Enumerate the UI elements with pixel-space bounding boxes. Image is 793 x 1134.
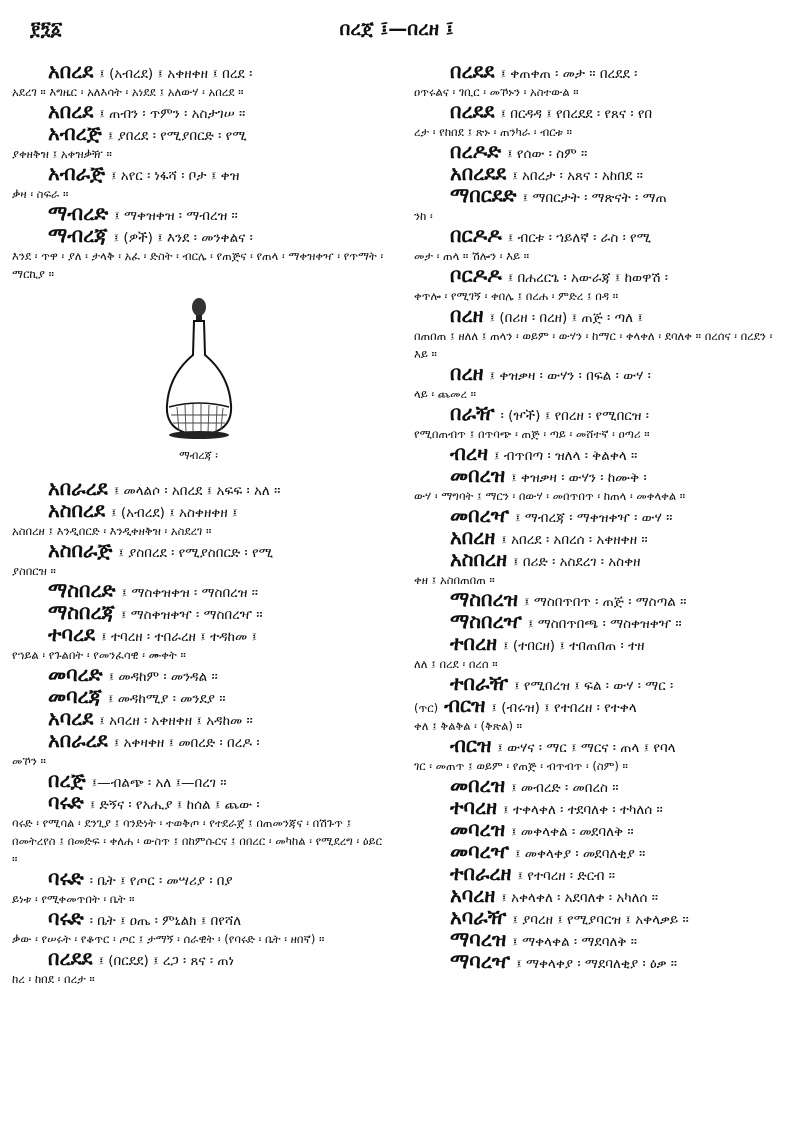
- entry-headline: [12, 662, 385, 686]
- definition: መታ ፡ ጠላ ። ሽሎን ፡ እይ ።: [414, 249, 530, 263]
- headword: ባሩድ: [48, 906, 84, 930]
- entry-headline: [12, 684, 385, 708]
- headline-text: ፤ ቀጠቀጠ ፡ መታ ። በረደደ ፡: [500, 66, 638, 82]
- headline-text: ፤ በርዳዳ ፤ የበረደደ ፡ የጸና ፡ የበ: [500, 106, 653, 122]
- definition: ላይ ፡ ጨመረ ።: [414, 387, 476, 401]
- headword: አበረደደ: [450, 161, 507, 185]
- entry-headline: [414, 883, 787, 907]
- headline-text: ፤ ማስበጥበጥ ፡ ጠጅ ፡ ማስጣል ።: [524, 594, 687, 610]
- headword: ማስበረዝ: [450, 587, 519, 611]
- headline-text: ፤ መብረድ ፡ መበረስ ።: [511, 780, 619, 796]
- definition: ረታ ፡ የከበደ ፤ ጽኑ ፡ ጠንካራ ፡ ብርቱ ።: [414, 125, 572, 139]
- dictionary-entry: [12, 223, 385, 283]
- entry-headline: [414, 223, 787, 247]
- dictionary-entry: [12, 684, 385, 708]
- entry-headline: [414, 733, 787, 757]
- entry-headline: [414, 503, 787, 527]
- entry-headline: [414, 547, 787, 571]
- headword: ማበርደድ: [450, 183, 517, 207]
- dictionary-entry: [12, 600, 385, 624]
- entry-headline: [12, 622, 385, 646]
- entry-headline: [12, 201, 385, 225]
- dictionary-entry: [414, 441, 787, 465]
- headline-text: ፤ በሐረርጌ ፡ አውራጃ ፤ ከወዋሽ ፡: [507, 270, 668, 286]
- headline-text: ፤ መቀላቀል ፡ መደባለቅ ።: [511, 824, 634, 840]
- entry-note: (ጥር): [414, 701, 439, 715]
- entry-headline: [414, 671, 787, 695]
- headword: በረደደ: [48, 946, 93, 970]
- headword: በረዘ: [450, 303, 484, 327]
- headline-text: ፤ ብጥበጣ ፡ ዝለላ ፡ ቅልቀላ ።: [493, 448, 638, 464]
- definition: እንደ ፡ ጥዋ ፡ ያለ ፡ ታላቅ ፡ አፈ ፡ ድስት ፡ ብርሌ ፡ የጠጅና ፡ የጠላ ፡ ማቀዝቀዣ ፡ የጥማት ፡ ማርኪያ ።: [12, 249, 384, 281]
- headword: ብረዛ: [450, 441, 488, 465]
- definition: የሚበጠብጥ ፤ በጥባጭ ፡ ጠጅ ፡ ጣይ ፡ መሸተኛ ፡ ዐጣሪ ።: [414, 427, 650, 441]
- headline-text: ፤ ተባረዘ ፡ ተበራረዘ ፤ ተዳከመ ፤: [101, 629, 258, 645]
- dictionary-entry: [12, 866, 385, 908]
- definition: ገር ፡ መጠጥ ፤ ወይም ፡ የጠጅ ፡ ብጥብጥ ፡ (ስም) ።: [414, 759, 628, 773]
- headline-text: ፡ ቤት ፤ ዐጤ ፡ ምኒልክ ፤ በየሻለ: [89, 913, 242, 929]
- headword: መባረጃ: [48, 684, 102, 708]
- entry-headline: [414, 303, 787, 327]
- dictionary-entry: [12, 99, 385, 123]
- entry-headline: [414, 795, 787, 819]
- headword: በረደደ: [450, 62, 495, 83]
- entry-headline: [12, 768, 385, 792]
- headline-text: ፤ መዳከም ፡ መንዳል ።: [108, 669, 218, 685]
- dictionary-entry: [414, 733, 787, 775]
- headline-text: ፤ ጠብን ፡ ጥምን ፡ አስታገሠ ።: [99, 106, 246, 122]
- headword: ተባረዘ: [450, 795, 498, 819]
- dictionary-entry: [12, 768, 385, 792]
- dictionary-entry: [414, 693, 787, 735]
- dictionary-entry: [414, 861, 787, 885]
- dictionary-entry: [12, 790, 385, 868]
- dictionary-entry: [12, 728, 385, 770]
- headword: አስበራጅ: [48, 538, 113, 562]
- headword: ብርዝ: [450, 733, 492, 757]
- entry-headline: [12, 706, 385, 730]
- dictionary-entry: [414, 361, 787, 403]
- headword: አበረደ: [48, 99, 94, 123]
- headword: ብርዝ: [444, 693, 486, 717]
- headword: ተበረዘ: [450, 631, 498, 655]
- headline-text: ፤ ማቀዝቀዝ ፡ ማብረዝ ።: [114, 208, 238, 224]
- entry-headline: [414, 401, 787, 425]
- headline-text: ፤ (በርደደ) ፤ ረጋ ፡ ጸና ፡ ጠነ: [98, 953, 234, 969]
- headline-text: ፤ ውሃና ፡ ማር ፤ ማርና ፡ ጠላ ፤ የባላ: [497, 740, 676, 756]
- definition: ያስበርዝ ።: [12, 564, 56, 578]
- dictionary-entry: [12, 578, 385, 602]
- headword: መባረዝ: [450, 817, 506, 841]
- entry-headline: [414, 139, 787, 163]
- definition: ያቀዘቅዝ ፤ አቀዝቃዥ ።: [12, 147, 112, 161]
- entry-headline: [12, 790, 385, 814]
- headline-text: ፤ ማብረጃ ፡ ማቀዝቀዣ ፡ ውሃ ።: [514, 510, 673, 526]
- entry-headline: [12, 62, 385, 83]
- definition: ዐጥሩልና ፡ ገቢር ፡ መኾኑን ፡ አስተውል ።: [414, 85, 579, 99]
- entry-headline: [12, 223, 385, 247]
- dictionary-entry: [12, 538, 385, 580]
- headword: አባራዥ: [450, 905, 507, 929]
- dictionary-entry: [414, 223, 787, 265]
- definition: ቀለ ፤ ቅልቅል ፡ (ቅጽል) ።: [414, 719, 522, 733]
- entry-headline: [12, 99, 385, 123]
- headword: አበረዘ: [450, 525, 496, 549]
- entry-headline: [12, 728, 385, 752]
- entry-headline: [12, 906, 385, 930]
- dictionary-entry: [414, 631, 787, 673]
- dictionary-entry: [12, 622, 385, 664]
- dictionary-entry: [12, 121, 385, 163]
- headword: ማባረዣ: [450, 949, 511, 973]
- entry-headline: [414, 839, 787, 863]
- headword: ማብረድ: [48, 201, 109, 225]
- headline-text: ፤ አየር ፡ ነፋሻ ፡ ቦታ ፤ ቀዝ: [110, 168, 240, 184]
- entry-headline: [414, 773, 787, 797]
- headword: አበረደ: [48, 62, 94, 83]
- entry-headline: [414, 949, 787, 973]
- entry-headline: [12, 946, 385, 970]
- entry-headline: [414, 905, 787, 929]
- page-number: ፻፺፩: [30, 18, 63, 40]
- entry-headline: [12, 121, 385, 145]
- dictionary-entry: [12, 201, 385, 225]
- headline-text: ፤ ማስቀዝቀዣ ፡ ማስበረዣ ።: [120, 607, 263, 623]
- headline-text: ፤ መቀላቀያ ፡ መደባለቂያ ።: [514, 846, 646, 862]
- headline-text: ፤ ማቀላቀያ ፡ ማደባለቂያ ፡ ዕቃ ።: [516, 956, 678, 972]
- entry-headline: [414, 631, 787, 655]
- dictionary-entry: [414, 161, 787, 185]
- entry-headline: [414, 609, 787, 633]
- headword: ቦርዶዶ: [450, 263, 502, 287]
- entry-headline: [414, 693, 787, 717]
- definition: የኀይል ፡ የጉልበት ፡ የመንፈሳዊ ፡ ሙቀት ።: [12, 648, 186, 662]
- definition: ለለ ፤ በረደ ፡ በረሰ ።: [414, 657, 498, 671]
- headword: በረዶድ: [450, 139, 502, 163]
- headline-text: ፤ የሚበረዝ ፤ ፍል ፡ ውሃ ፡ ማር ፡: [514, 678, 674, 694]
- headline-text: ፤ ያስበረደ ፡ የሚያስበርድ ፡ የሚ: [118, 545, 274, 561]
- headline-text: ፤ ማስበጥበጫ ፡ ማስቀዝቀዣ ።: [527, 616, 682, 632]
- definition: ቃው ፡ የሠሩት ፡ የቆጥር ፡ ጦር ፤ ታማኝ ፡ ሰራዊት ፡ (የባሩድ ፡ ቤት ፡ ዘበኛ) ።: [12, 932, 325, 946]
- headword: ማስበረጃ: [48, 600, 115, 624]
- entry-headline: [12, 498, 385, 522]
- headline-text: ፤ የተባረዘ ፡ ድርብ ።: [517, 868, 616, 884]
- headline-text: ፤ አቀዛቀዘ ፤ መበረድ ፡ በረዶ ፡: [113, 735, 260, 751]
- dictionary-entry: [414, 62, 787, 101]
- headword: አስበረዘ: [450, 547, 507, 571]
- headline-text: ፤ ቀዝቃዛ ፡ ውሃን ፡ ከሙቅ ፡: [511, 470, 647, 486]
- entry-headline: [414, 62, 787, 83]
- dictionary-entry: [414, 139, 787, 163]
- headline-text: ፤ (ብሩዝ) ፤ የተበረዘ ፡ የተቀላ: [491, 700, 637, 716]
- headline-text: ፤ አቀላቀለ ፡ አደባለቀ ፡ አካለሰ ።: [501, 890, 659, 906]
- dictionary-entry: [414, 587, 787, 611]
- headword: መበረዣ: [450, 503, 509, 527]
- headline-text: ፤ (ዎች) ፤ እንደ ፡ መንቀልና ፡: [113, 230, 253, 246]
- dictionary-entry: [12, 476, 385, 500]
- headword: በራዥ: [450, 401, 495, 425]
- dictionary-entry: [414, 839, 787, 863]
- headline-text: ፤ የሰው ፡ ስም ።: [507, 146, 588, 162]
- definition: ቀጥሎ ፡ የሚገኝ ፡ ቀበሌ ፤ በረሐ ፡ ምድረ ፤ በዳ ።: [414, 289, 619, 303]
- headline-text: ፡ ቤት ፤ የጦር ፡ መሣሪያ ፡ በያ: [89, 873, 233, 889]
- headword: መባረዣ: [450, 839, 509, 863]
- headline-text: ፤ አባረዘ ፡ አቀዘቀዘ ፤ አዳከመ ።: [99, 713, 253, 729]
- dictionary-entry: [12, 62, 385, 101]
- dictionary-entry: [414, 99, 787, 141]
- headword: አባረደ: [48, 706, 94, 730]
- definition: በጠበጠ ፤ ዘለለ ፤ ጠላን ፡ ወይም ፡ ውሃን ፡ ከማር ፡ ቀላቀለ ፡ ደባለቀ ። በረሰና ፡ በረደን ፡ እይ ።: [414, 329, 773, 361]
- headline-text: ፤ መላልሶ ፡ አበረደ ፤ አፍፍ ፡ አለ ።: [113, 483, 281, 499]
- entry-headline: [414, 587, 787, 611]
- dictionary-entry: [414, 401, 787, 443]
- entry-headline: [414, 263, 787, 287]
- entry-headline: [414, 183, 787, 207]
- headline-text: ፤ ማበርታት ፡ ማጽናት ፡ ማጠ: [522, 190, 667, 206]
- headline-text: ፤ (በሪዘ ፡ በረዘ) ፤ ጠጅ ፡ ጣለ ፤: [489, 310, 643, 326]
- headline-text: ፤—ብልጭ ፡ አለ ፤—በረገ ።: [91, 775, 227, 791]
- figure-caption: ማብረጃ ፡: [179, 449, 218, 462]
- dictionary-entry: [12, 946, 385, 988]
- headline-text: ፤ (አብረደ) ፤ አስቀዘቀዘ ፤: [111, 505, 238, 521]
- entry-headline: [414, 361, 787, 385]
- entry-headline: [414, 927, 787, 951]
- entry-headline: [12, 538, 385, 562]
- definition: አስበረዘ ፤ እንዲበርድ ፡ እንዲቀዘቅዝ ፡ አስደረገ ።: [12, 524, 212, 538]
- definition: ቃዛ ፡ ስፍራ ።: [12, 187, 69, 201]
- dictionary-entry: [414, 883, 787, 907]
- dictionary-entry: [414, 609, 787, 633]
- entry-headline: [12, 600, 385, 624]
- headword: ባሩድ: [48, 790, 84, 814]
- headline-text: ፤ (ተበርዘ) ፤ ተበጠበጠ ፡ ተዘ: [503, 638, 645, 654]
- headword: አባረዘ: [450, 883, 496, 907]
- headline-text: ፤ ማስቀዝቀዝ ፡ ማስበረዝ ።: [121, 585, 259, 601]
- headword: አብረጅ: [48, 121, 102, 145]
- decanter-figure: [12, 295, 385, 463]
- entry-headline: [12, 476, 385, 500]
- left-column: [12, 62, 385, 1128]
- entry-headline: [414, 525, 787, 549]
- headword: ተበራዥ: [450, 671, 509, 695]
- right-column: [414, 62, 787, 1128]
- dictionary-entry: [12, 498, 385, 540]
- headword: በረደደ: [450, 99, 495, 123]
- dictionary-entry: [414, 503, 787, 527]
- definition: አደረገ ። እግዜር ፡ አለእሳት ፡ አነደደ ፤ አለውሃ ፡ አበረደ ።: [12, 85, 244, 99]
- headword: ማብረጃ: [48, 223, 108, 247]
- headword: ማስበረድ: [48, 578, 116, 602]
- definition: ንከ ፡: [414, 209, 433, 223]
- dictionary-entry: [12, 662, 385, 686]
- definition: ባሩድ ፡ የሚባል ፡ ደንጊያ ፤ ባንድነት ፡ ተወቅጦ ፡ የተደራጀ ፤ በጠመንጃና ፡ በሽጉጥ ፤ በመትረየስ ፤ በመድፍ ፡ ቀለሐ ፡ ውስጥ ፤ በከምሱርና ፤ በበረር ፡ መካከል ፡ የሚደረግ ፡ ዕይር ።: [12, 816, 382, 866]
- definition: ይነቱ ፡ የሚቀመጥበት ፡ ቤት ።: [12, 892, 135, 906]
- dictionary-entry: [414, 905, 787, 929]
- headline-text: ፤ አበረደ ፡ አበረሰ ፡ አቀዘቀዘ ።: [501, 532, 648, 548]
- entry-headline: [12, 578, 385, 602]
- dictionary-entry: [414, 817, 787, 841]
- headline-text: ፤ በሪድ ፡ አስደረገ ፡ አስቀዘ: [513, 554, 641, 570]
- headline-text: ፤ ማቀላቀል ፡ ማደባለቅ ።: [512, 934, 638, 950]
- headword: አበራረደ: [48, 728, 108, 752]
- headword: አስበረደ: [48, 498, 106, 522]
- entry-headline: [414, 817, 787, 841]
- dictionary-entry: [414, 795, 787, 819]
- dictionary-entry: [414, 303, 787, 363]
- headword: መበረዝ: [450, 463, 506, 487]
- entry-headline: [414, 861, 787, 885]
- headword: አብራጅ: [48, 161, 105, 185]
- headline-text: ፤ ድኝና ፡ የአሒያ ፤ ከሰል ፤ ጨው ፡: [89, 797, 260, 813]
- dictionary-entry: [414, 263, 787, 305]
- dictionary-entry: [414, 547, 787, 589]
- entry-headline: [414, 161, 787, 185]
- headword: ተበራረዘ: [450, 861, 512, 885]
- definition: ከረ ፡ ከበደ ፡ በረታ ።: [12, 972, 95, 986]
- dictionary-entry: [12, 161, 385, 203]
- headword: ባሩድ: [48, 866, 84, 890]
- headword: በርዶዶ: [450, 223, 502, 247]
- headline-text: ፤ ተቀላቀለ ፡ ተደባለቀ ፡ ተካለሰ ።: [503, 802, 663, 818]
- headword: በረጅ: [48, 768, 86, 792]
- entry-headline: [12, 866, 385, 890]
- definition: ውሃ ፡ ማግባት ፤ ማርን ፡ በውሃ ፡ መበጥበጥ ፡ ከጠላ ፡ መቀላቀል ።: [414, 489, 686, 503]
- dictionary-entry: [414, 927, 787, 951]
- headword: ተባረደ: [48, 622, 96, 646]
- headword: ማስበረዣ: [450, 609, 522, 633]
- decanter-illustration: [157, 295, 241, 445]
- headline-text: ፤ ቀዝቃዛ ፡ ውሃን ፡ በፍል ፡ ውሃ ፡: [489, 368, 651, 384]
- headline-text: ፤ ብርቱ ፡ ኀይለኛ ፡ ራስ ፡ የሚ: [507, 230, 652, 246]
- dictionary-entry: [12, 706, 385, 730]
- headline-text: ፤ ያባረዘ ፤ የሚያባርዝ ፤ አቀላቃይ ።: [512, 912, 689, 928]
- page-header: [0, 14, 793, 44]
- headword: መባረድ: [48, 662, 103, 686]
- dictionary-entry: [414, 773, 787, 797]
- headline-text: ፡ (ዦች) ፤ የበረዘ ፡ የሚበርዝ ፡: [500, 408, 649, 424]
- running-head: በረጀ ፤—በረዘ ፤: [339, 18, 454, 40]
- headword: ማባረዝ: [450, 927, 507, 951]
- dictionary-entry: [414, 463, 787, 505]
- headline-text: ፤ አበረታ ፡ አጸና ፡ አከበደ ።: [512, 168, 643, 184]
- dictionary-entry: [12, 906, 385, 948]
- definition: ቀዘ ፤ አስበጠበጠ ።: [414, 573, 495, 587]
- headword: በረዘ: [450, 361, 484, 385]
- dictionary-entry: [414, 525, 787, 549]
- dictionary-entry: [414, 183, 787, 225]
- entry-headline: [12, 161, 385, 185]
- headword: መበረዝ: [450, 773, 506, 797]
- headline-text: ፤ መዳከሚያ ፡ መንደያ ።: [107, 691, 226, 707]
- headline-text: ፤ (አብረደ) ፤ አቀዘቀዘ ፤ በረደ ፡: [99, 66, 253, 82]
- entry-headline: [414, 441, 787, 465]
- headword: አበራረደ: [48, 476, 108, 500]
- headline-text: ፤ ያበረደ ፡ የሚያበርድ ፡ የሚ: [107, 128, 247, 144]
- dictionary-entry: [414, 949, 787, 973]
- entry-headline: [414, 99, 787, 123]
- definition: መኾን ።: [12, 754, 46, 768]
- entry-headline: [414, 463, 787, 487]
- dictionary-entry: [414, 671, 787, 695]
